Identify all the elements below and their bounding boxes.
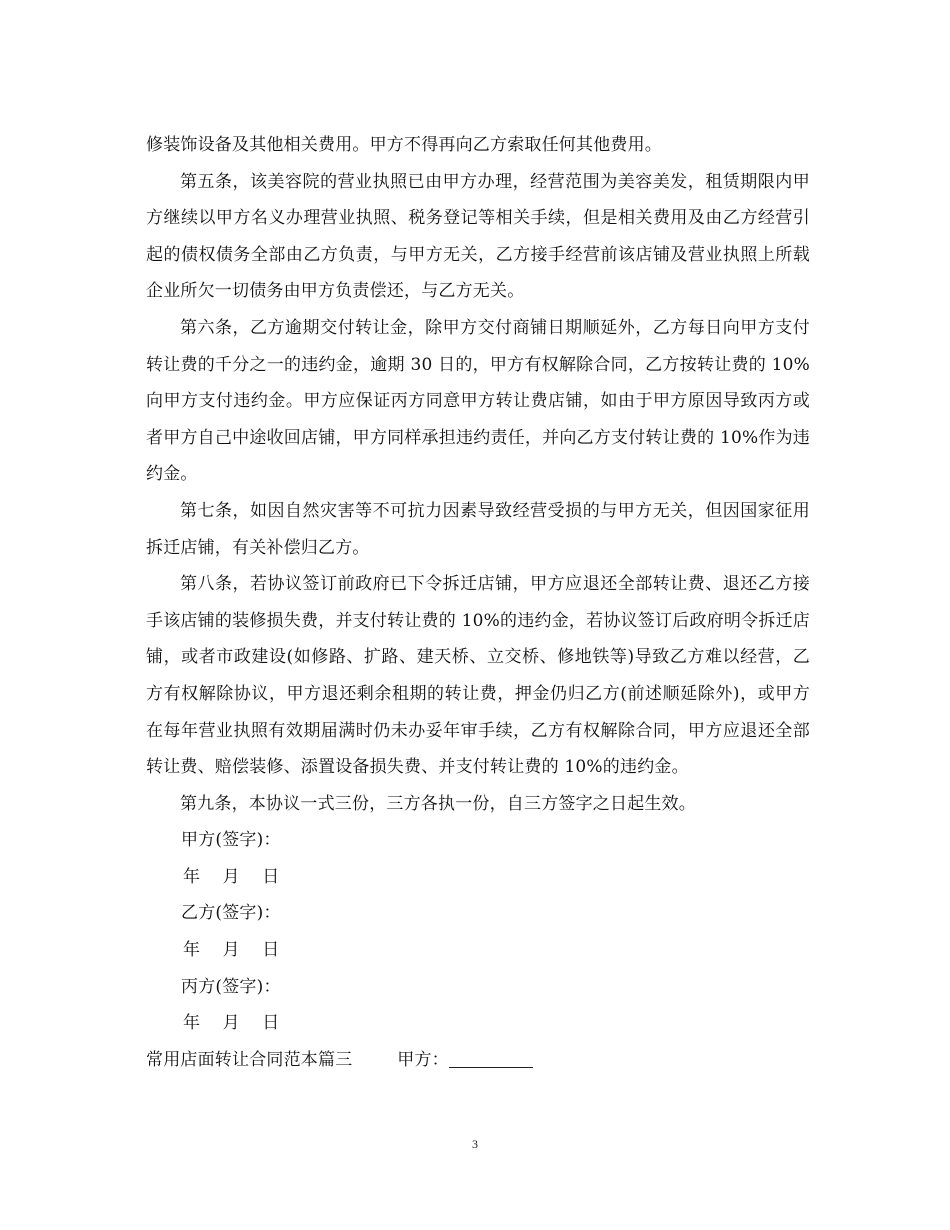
party-a-signature-label: 甲方(签字)： bbox=[181, 830, 281, 851]
article-8: 第八条，若协议签订前政府已下令拆迁店铺，甲方应退还全部转让费、退还乙方接手该店铺的装修损失费，并支付转让费的 10%的违约金，若协议签订后政府明令拆迁店铺，或者市政建设(如修路、扩路、建天桥、立交桥、修地铁等)导致乙方难以经营，乙方有权解除协议，甲方退还剩余租期的转让费，押金仍归乙方(前述顺延除外)，或甲方在每年营业执照有效期届满时仍未办妥年审手续，乙方有权解除合同，甲方应退还全部转让费、赔偿装修、添置设备损失费、并支付转让费的 10%的违约金。 bbox=[146, 574, 810, 778]
document-body bbox=[146, 127, 810, 1078]
party-a-blank-field bbox=[449, 1049, 533, 1068]
next-section-party-label: 甲方： bbox=[397, 1049, 449, 1070]
next-section-line bbox=[146, 1042, 810, 1079]
paragraph-continuation: 修装饰设备及其他相关费用。甲方不得再向乙方索取任何其他费用。 bbox=[146, 135, 662, 155]
page-number: 3 bbox=[472, 1137, 478, 1151]
party-a-date-line: 年 月 日 bbox=[183, 866, 280, 887]
party-c-date-line: 年 月 日 bbox=[183, 1013, 280, 1034]
article-7: 第七条，如因自然灾害等不可抗力因素导致经营受损的与甲方无关，但因国家征用拆迁店铺，有关补偿归乙方。 bbox=[146, 500, 810, 558]
article-9: 第九条，本协议一式三份，三方各执一份，自三方签字之日起生效。 bbox=[180, 793, 696, 814]
article-5: 第五条，该美容院的营业执照已由甲方办理，经营范围为美容美发，租赁期限内甲方继续以甲方名义办理营业执照、税务登记等相关手续，但是相关费用及由乙方经营引起的债权债务全部由乙方负责，与甲方无关，乙方接手经营前该店铺及营业执照上所载企业所欠一切债务由甲方负责偿还，与乙方无关。 bbox=[146, 171, 810, 302]
party-b-date-line: 年 月 日 bbox=[183, 940, 280, 961]
party-c-signature-label: 丙方(签字)： bbox=[181, 976, 281, 997]
party-b-signature-label: 乙方(签字)： bbox=[181, 903, 281, 924]
next-section-title: 常用店面转让合同范本篇三 bbox=[146, 1049, 353, 1070]
article-6: 第六条，乙方逾期交付转让金，除甲方交付商铺日期顺延外，乙方每日向甲方支付转让费的千分之一的违约金，逾期 30 日的，甲方有权解除合同，乙方按转让费的 10%向甲方支付违约金。甲方应保证丙方同意甲方转让费店铺，如由于甲方原因导致丙方或者甲方自己中途收回店铺，甲方同样承担违约责任，并向乙方支付转让费的 10%作为违约金。 bbox=[146, 317, 810, 485]
